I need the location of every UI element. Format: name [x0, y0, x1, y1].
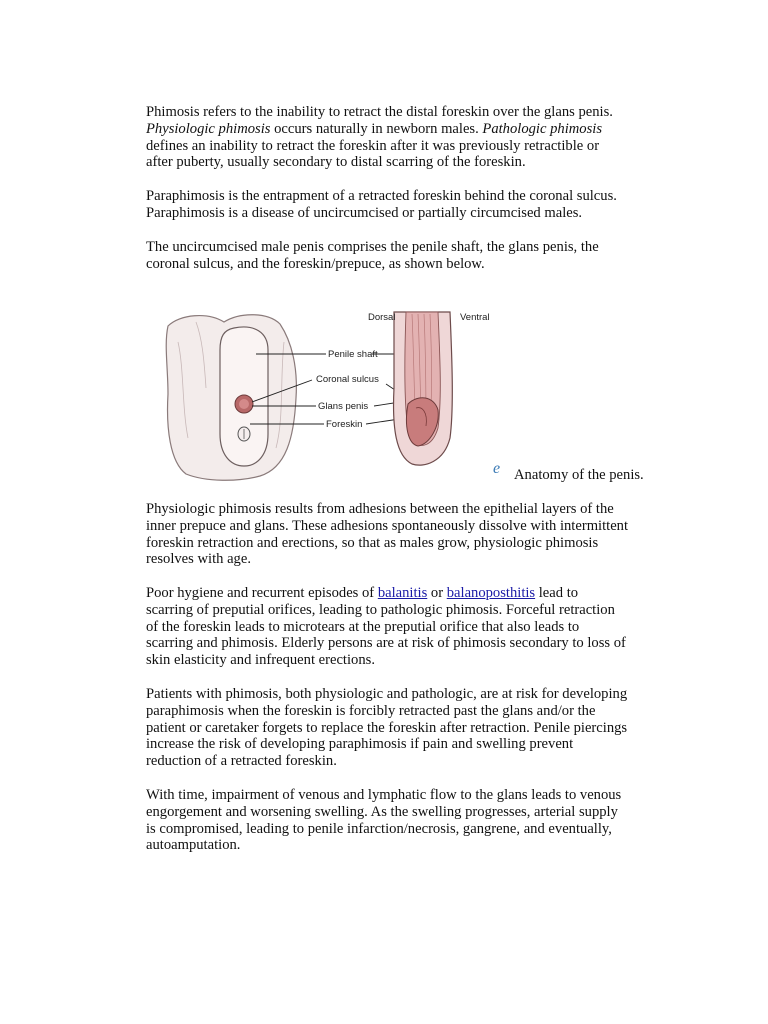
label-glans-penis: Glans penis — [318, 401, 369, 412]
label-foreskin: Foreskin — [326, 419, 363, 430]
caption-marker: e — [493, 460, 501, 477]
paragraph-paraphimosis-risk: Patients with phimosis, both physiologic and pathologic, are at risk for developing paraphimosis when the foreskin is forcibly retracted past the glans and/or the patient or caretaker forgets to replace the foreskin after retraction. Penile piercings increase the risk of developing paraphimosis if pain and swelling prevent reduction of a retracted foreskin. — [146, 686, 628, 770]
paragraph-phimosis-definition: Phimosis refers to the inability to retract the distal foreskin over the glans penis. Physiologic phimosis occurs naturally in newborn males. Pathologic phimosis defines an inability to retract the foreskin after it was previously retractible or after puberty, usually secondary to distal scarring of the foreskin. — [146, 104, 613, 171]
paragraph-pathologic-causes: Poor hygiene and recurrent episodes of balanitis or balanoposthitis lead to scarring of preputial orifices, leading to pathologic phimosis. Forceful retraction of the foreskin leads to microtears at the preputial orifice that also leads to scarring and phimosis. Elderly persons are at risk of phimosis secondary to loss of skin elasticity and infrequent erections. — [146, 585, 626, 669]
term-physiologic-phimosis: Physiologic phimosis — [146, 120, 271, 137]
paragraph-paraphimosis-definition: Paraphimosis is the entrapment of a retracted foreskin behind the coronal sulcus. Paraphimosis is a disease of uncircumcised or partially circumcised males. — [146, 188, 617, 221]
sagittal-view-drawing — [394, 312, 453, 465]
paragraph-complications: With time, impairment of venous and lymphatic flow to the glans leads to venous engorgement and worsening swelling. As the swelling progresses, arterial supply is compromised, leading to penile infarction/necrosis, gangrene, and eventually, autoamputation. — [146, 787, 622, 854]
label-coronal-sulcus: Coronal sulcus — [316, 374, 379, 385]
label-ventral: Ventral — [460, 312, 490, 323]
paragraph-physiologic-phimosis: Physiologic phimosis results from adhesions between the epithelial layers of the inner prepuce and glans. These adhesions spontaneously dissolve with intermittent foreskin retraction and erections, so that as males grow, physiologic phimosis resolves with age. — [146, 501, 629, 568]
term-pathologic-phimosis: Pathologic phimosis — [482, 120, 602, 137]
penis-anatomy-illustration — [160, 298, 520, 488]
label-penile-shaft: Penile shaft — [328, 349, 378, 360]
label-dorsal: Dorsal — [368, 312, 396, 323]
figure-caption: Anatomy of the penis. — [514, 467, 644, 483]
link-balanitis[interactable]: balanitis — [377, 585, 428, 601]
paragraph-anatomy-intro: The uncircumcised male penis comprises the penile shaft, the glans penis, the coronal sulcus, and the foreskin/prepuce, as shown below. — [146, 239, 599, 272]
frontal-view-drawing — [166, 315, 296, 481]
link-balanoposthitis[interactable]: balanoposthitis — [446, 585, 536, 601]
